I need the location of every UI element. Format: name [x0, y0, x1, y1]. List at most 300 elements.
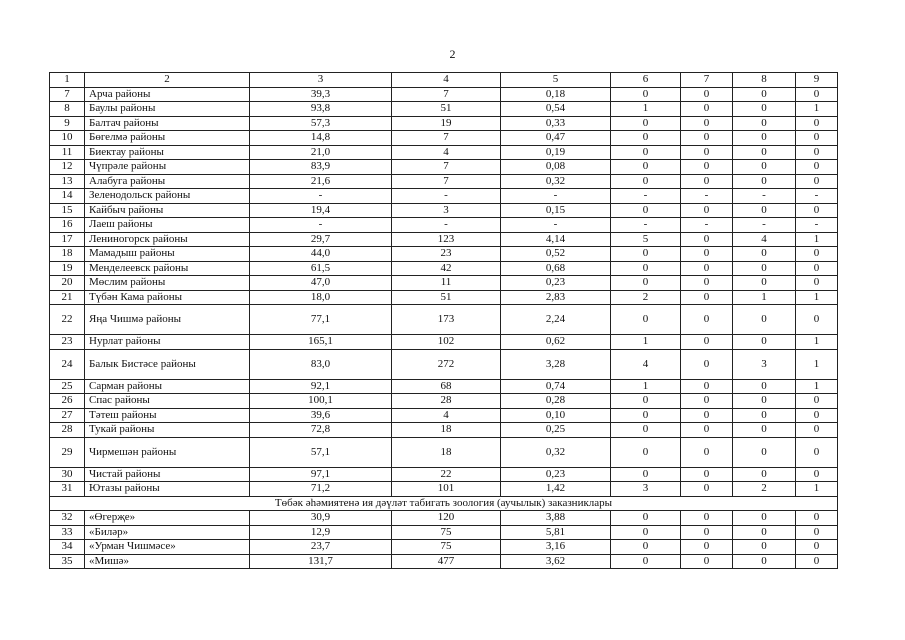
value-cell: 0	[611, 467, 681, 482]
value-cell: 1	[796, 335, 838, 350]
table-row	[50, 160, 838, 175]
table-row	[50, 189, 838, 204]
value-cell: 3	[611, 482, 681, 497]
row-number: 8	[50, 102, 85, 117]
value-cell: 0,25	[501, 423, 611, 438]
value-cell: -	[392, 218, 501, 233]
district-name: Кайбыч районы	[85, 203, 250, 218]
value-cell: 3,28	[501, 349, 611, 379]
value-cell: 5	[611, 232, 681, 247]
header-cell: 8	[733, 73, 796, 88]
district-name: Чистай районы	[85, 467, 250, 482]
value-cell: 0,33	[501, 116, 611, 131]
value-cell: 0,10	[501, 408, 611, 423]
value-cell: 100,1	[250, 394, 392, 409]
value-cell: 42	[392, 261, 501, 276]
value-cell: 18,0	[250, 290, 392, 305]
table-row	[50, 305, 838, 335]
section-header-row	[50, 496, 838, 511]
value-cell: 83,9	[250, 160, 392, 175]
value-cell: 0	[611, 261, 681, 276]
value-cell: 0	[681, 379, 733, 394]
table-row	[50, 232, 838, 247]
value-cell: 0	[681, 305, 733, 335]
value-cell: 0	[733, 87, 796, 102]
table-row	[50, 437, 838, 467]
table-row	[50, 247, 838, 262]
value-cell: 12,9	[250, 525, 392, 540]
value-cell: 0	[681, 261, 733, 276]
row-number: 33	[50, 525, 85, 540]
row-number: 29	[50, 437, 85, 467]
value-cell: 0	[796, 160, 838, 175]
value-cell: 0,68	[501, 261, 611, 276]
header-cell: 9	[796, 73, 838, 88]
row-number: 24	[50, 349, 85, 379]
value-cell: 3,88	[501, 511, 611, 526]
value-cell: 7	[392, 174, 501, 189]
value-cell: -	[681, 189, 733, 204]
table-body	[50, 73, 838, 569]
value-cell: 0	[681, 335, 733, 350]
table-row	[50, 335, 838, 350]
value-cell: 21,6	[250, 174, 392, 189]
value-cell: 0	[733, 261, 796, 276]
row-number: 16	[50, 218, 85, 233]
district-name: Түбән Кама районы	[85, 290, 250, 305]
value-cell: 30,9	[250, 511, 392, 526]
value-cell: 0,18	[501, 87, 611, 102]
value-cell: 0	[733, 276, 796, 291]
row-number: 30	[50, 467, 85, 482]
value-cell: 19	[392, 116, 501, 131]
value-cell: 0	[681, 554, 733, 569]
row-number: 10	[50, 131, 85, 146]
value-cell: 1	[611, 379, 681, 394]
value-cell: 0	[733, 437, 796, 467]
value-cell: 0	[733, 203, 796, 218]
district-name: Алабуга районы	[85, 174, 250, 189]
value-cell: 39,6	[250, 408, 392, 423]
value-cell: -	[733, 189, 796, 204]
value-cell: -	[611, 189, 681, 204]
row-number: 17	[50, 232, 85, 247]
value-cell: 0	[796, 261, 838, 276]
value-cell: 0	[611, 525, 681, 540]
value-cell: 0,62	[501, 335, 611, 350]
value-cell: 3,16	[501, 540, 611, 555]
value-cell: 0	[681, 511, 733, 526]
value-cell: 0	[611, 160, 681, 175]
value-cell: 0	[796, 525, 838, 540]
value-cell: 28	[392, 394, 501, 409]
value-cell: 51	[392, 102, 501, 117]
row-number: 25	[50, 379, 85, 394]
value-cell: 61,5	[250, 261, 392, 276]
value-cell: 7	[392, 131, 501, 146]
table-row	[50, 408, 838, 423]
value-cell: 101	[392, 482, 501, 497]
value-cell: 57,1	[250, 437, 392, 467]
district-name: Балык Бистәсе районы	[85, 349, 250, 379]
value-cell: 21,0	[250, 145, 392, 160]
value-cell: 7	[392, 87, 501, 102]
row-number: 12	[50, 160, 85, 175]
value-cell: 2	[733, 482, 796, 497]
district-name: «Мишә»	[85, 554, 250, 569]
value-cell: 0,32	[501, 174, 611, 189]
value-cell: -	[392, 189, 501, 204]
value-cell: 0	[611, 174, 681, 189]
value-cell: 0	[733, 305, 796, 335]
value-cell: 0	[796, 145, 838, 160]
value-cell: 0	[733, 116, 796, 131]
row-number: 34	[50, 540, 85, 555]
value-cell: 0	[611, 408, 681, 423]
value-cell: 0	[796, 87, 838, 102]
value-cell: -	[250, 189, 392, 204]
district-name: Баулы районы	[85, 102, 250, 117]
value-cell: 11	[392, 276, 501, 291]
value-cell: 7	[392, 160, 501, 175]
value-cell: 0,15	[501, 203, 611, 218]
value-cell: 47,0	[250, 276, 392, 291]
row-number: 9	[50, 116, 85, 131]
value-cell: 0	[611, 203, 681, 218]
table-row	[50, 554, 838, 569]
value-cell: 0	[681, 116, 733, 131]
district-name: Мамадыш районы	[85, 247, 250, 262]
value-cell: 4	[392, 408, 501, 423]
table-row	[50, 203, 838, 218]
header-cell: 1	[50, 73, 85, 88]
value-cell: 0	[796, 554, 838, 569]
value-cell: 0	[796, 247, 838, 262]
value-cell: 23,7	[250, 540, 392, 555]
value-cell: 0,47	[501, 131, 611, 146]
value-cell: 0,52	[501, 247, 611, 262]
value-cell: 14,8	[250, 131, 392, 146]
district-name: Биектау районы	[85, 145, 250, 160]
row-number: 21	[50, 290, 85, 305]
value-cell: 0	[681, 160, 733, 175]
table-row	[50, 276, 838, 291]
value-cell: 77,1	[250, 305, 392, 335]
value-cell: 0	[796, 174, 838, 189]
value-cell: 0	[681, 437, 733, 467]
value-cell: -	[501, 218, 611, 233]
row-number: 28	[50, 423, 85, 438]
table-row	[50, 290, 838, 305]
row-number: 19	[50, 261, 85, 276]
value-cell: 0	[681, 467, 733, 482]
value-cell: 71,2	[250, 482, 392, 497]
district-name: «Биләр»	[85, 525, 250, 540]
value-cell: 102	[392, 335, 501, 350]
table-row	[50, 467, 838, 482]
district-name: Чирмешән районы	[85, 437, 250, 467]
page-number: 2	[449, 47, 456, 61]
table-row	[50, 102, 838, 117]
value-cell: 0,54	[501, 102, 611, 117]
value-cell: 0	[733, 131, 796, 146]
value-cell: 0	[796, 131, 838, 146]
value-cell: 1,42	[501, 482, 611, 497]
value-cell: 75	[392, 525, 501, 540]
table-row	[50, 540, 838, 555]
row-number: 26	[50, 394, 85, 409]
value-cell: 1	[796, 349, 838, 379]
value-cell: 2,24	[501, 305, 611, 335]
value-cell: 0	[611, 423, 681, 438]
value-cell: 0	[611, 276, 681, 291]
value-cell: 75	[392, 540, 501, 555]
value-cell: 0	[796, 276, 838, 291]
district-name: Лаеш районы	[85, 218, 250, 233]
value-cell: 0	[681, 349, 733, 379]
value-cell: 0	[681, 87, 733, 102]
value-cell: 0	[796, 116, 838, 131]
table-row	[50, 394, 838, 409]
value-cell: 0	[681, 131, 733, 146]
district-name: Тәтеш районы	[85, 408, 250, 423]
value-cell: 272	[392, 349, 501, 379]
value-cell: 0	[611, 247, 681, 262]
value-cell: 4	[392, 145, 501, 160]
header-row	[50, 73, 838, 88]
value-cell: 0	[681, 247, 733, 262]
district-name: Зеленодольск районы	[85, 189, 250, 204]
value-cell: 1	[611, 335, 681, 350]
value-cell: 0	[733, 335, 796, 350]
value-cell: 0	[733, 174, 796, 189]
header-cell: 3	[250, 73, 392, 88]
value-cell: 0	[796, 203, 838, 218]
value-cell: 0	[681, 174, 733, 189]
value-cell: 0	[611, 131, 681, 146]
value-cell: 0	[611, 540, 681, 555]
value-cell: 0	[733, 511, 796, 526]
district-name: Мөслим районы	[85, 276, 250, 291]
row-number: 7	[50, 87, 85, 102]
value-cell: 0	[611, 511, 681, 526]
value-cell: 0,23	[501, 467, 611, 482]
district-name: Сарман районы	[85, 379, 250, 394]
value-cell: 18	[392, 423, 501, 438]
value-cell: -	[733, 218, 796, 233]
value-cell: 0,32	[501, 437, 611, 467]
value-cell: 0	[796, 408, 838, 423]
value-cell: 0	[733, 408, 796, 423]
value-cell: 92,1	[250, 379, 392, 394]
value-cell: 0	[733, 540, 796, 555]
header-cell: 6	[611, 73, 681, 88]
value-cell: 0	[611, 554, 681, 569]
value-cell: 0	[681, 482, 733, 497]
value-cell: 0	[796, 437, 838, 467]
table-row	[50, 131, 838, 146]
value-cell: 4	[611, 349, 681, 379]
value-cell: 39,3	[250, 87, 392, 102]
value-cell: -	[250, 218, 392, 233]
value-cell: 0	[681, 525, 733, 540]
value-cell: 0	[796, 540, 838, 555]
row-number: 35	[50, 554, 85, 569]
table-row	[50, 174, 838, 189]
header-cell: 4	[392, 73, 501, 88]
value-cell: 1	[796, 290, 838, 305]
value-cell: 0	[681, 394, 733, 409]
value-cell: 3	[392, 203, 501, 218]
district-name: Ютазы районы	[85, 482, 250, 497]
value-cell: 51	[392, 290, 501, 305]
value-cell: 1	[733, 290, 796, 305]
value-cell: 0	[733, 423, 796, 438]
value-cell: 0	[681, 540, 733, 555]
district-name: Арча районы	[85, 87, 250, 102]
value-cell: 19,4	[250, 203, 392, 218]
value-cell: 4,14	[501, 232, 611, 247]
value-cell: 0	[733, 379, 796, 394]
data-table	[49, 72, 838, 569]
value-cell: 1	[796, 482, 838, 497]
district-name: Лениногорск районы	[85, 232, 250, 247]
table-row	[50, 261, 838, 276]
value-cell: 0	[796, 423, 838, 438]
value-cell: 0	[681, 102, 733, 117]
value-cell: 0	[611, 145, 681, 160]
value-cell: 0	[796, 467, 838, 482]
table-row	[50, 511, 838, 526]
value-cell: 4	[733, 232, 796, 247]
value-cell: 0	[733, 525, 796, 540]
value-cell: 5,81	[501, 525, 611, 540]
row-number: 14	[50, 189, 85, 204]
row-number: 11	[50, 145, 85, 160]
district-name: Нурлат районы	[85, 335, 250, 350]
value-cell: 0	[681, 203, 733, 218]
value-cell: 0	[611, 305, 681, 335]
district-name: Яңа Чишмә районы	[85, 305, 250, 335]
value-cell: 165,1	[250, 335, 392, 350]
value-cell: 44,0	[250, 247, 392, 262]
value-cell: 0,28	[501, 394, 611, 409]
value-cell: 83,0	[250, 349, 392, 379]
value-cell: 477	[392, 554, 501, 569]
value-cell: 0	[733, 102, 796, 117]
value-cell: 0,08	[501, 160, 611, 175]
value-cell: 0	[681, 232, 733, 247]
table-row	[50, 218, 838, 233]
value-cell: 93,8	[250, 102, 392, 117]
value-cell: 0	[681, 423, 733, 438]
value-cell: 0,23	[501, 276, 611, 291]
value-cell: 23	[392, 247, 501, 262]
district-name: Чүпрәле районы	[85, 160, 250, 175]
table-row	[50, 145, 838, 160]
value-cell: 57,3	[250, 116, 392, 131]
value-cell: 18	[392, 437, 501, 467]
value-cell: 0,19	[501, 145, 611, 160]
row-number: 32	[50, 511, 85, 526]
section-title: Төбәк әһәмиятенә ия дәүләт табигать зоология (аучылык) заказниклары	[50, 496, 838, 511]
value-cell: 3	[733, 349, 796, 379]
row-number: 13	[50, 174, 85, 189]
value-cell: 173	[392, 305, 501, 335]
table-row	[50, 482, 838, 497]
value-cell: 0	[611, 437, 681, 467]
row-number: 20	[50, 276, 85, 291]
row-number: 23	[50, 335, 85, 350]
district-name: Тукай районы	[85, 423, 250, 438]
value-cell: 0	[733, 554, 796, 569]
value-cell: 0	[611, 394, 681, 409]
value-cell: 0	[681, 408, 733, 423]
table-row	[50, 379, 838, 394]
district-name: «Урман Чишмәсе»	[85, 540, 250, 555]
value-cell: 1	[611, 102, 681, 117]
value-cell: 0	[733, 467, 796, 482]
district-name: «Өгерҗе»	[85, 511, 250, 526]
value-cell: -	[681, 218, 733, 233]
value-cell: 0	[733, 145, 796, 160]
value-cell: 29,7	[250, 232, 392, 247]
value-cell: 1	[796, 232, 838, 247]
value-cell: 0	[681, 290, 733, 305]
row-number: 15	[50, 203, 85, 218]
table-row	[50, 87, 838, 102]
value-cell: 0	[611, 87, 681, 102]
value-cell: 120	[392, 511, 501, 526]
table-row	[50, 423, 838, 438]
value-cell: 1	[796, 379, 838, 394]
value-cell: -	[501, 189, 611, 204]
row-number: 18	[50, 247, 85, 262]
value-cell: 123	[392, 232, 501, 247]
value-cell: 72,8	[250, 423, 392, 438]
value-cell: 0	[733, 394, 796, 409]
district-name: Балтач районы	[85, 116, 250, 131]
value-cell: -	[611, 218, 681, 233]
table-row	[50, 349, 838, 379]
value-cell: 97,1	[250, 467, 392, 482]
value-cell: 3,62	[501, 554, 611, 569]
value-cell: 2	[611, 290, 681, 305]
district-name: Спас районы	[85, 394, 250, 409]
value-cell: -	[796, 218, 838, 233]
value-cell: 0	[611, 116, 681, 131]
value-cell: 0	[733, 247, 796, 262]
value-cell: 22	[392, 467, 501, 482]
value-cell: 0	[733, 160, 796, 175]
header-cell: 7	[681, 73, 733, 88]
value-cell: 0	[681, 145, 733, 160]
value-cell: 2,83	[501, 290, 611, 305]
row-number: 31	[50, 482, 85, 497]
value-cell: 1	[796, 102, 838, 117]
table-row	[50, 116, 838, 131]
row-number: 22	[50, 305, 85, 335]
row-number: 27	[50, 408, 85, 423]
district-name: Бөгелмә районы	[85, 131, 250, 146]
value-cell: 0	[681, 276, 733, 291]
value-cell: 0,74	[501, 379, 611, 394]
header-cell: 5	[501, 73, 611, 88]
value-cell: 68	[392, 379, 501, 394]
header-cell: 2	[85, 73, 250, 88]
value-cell: 0	[796, 305, 838, 335]
district-name: Менделеевск районы	[85, 261, 250, 276]
